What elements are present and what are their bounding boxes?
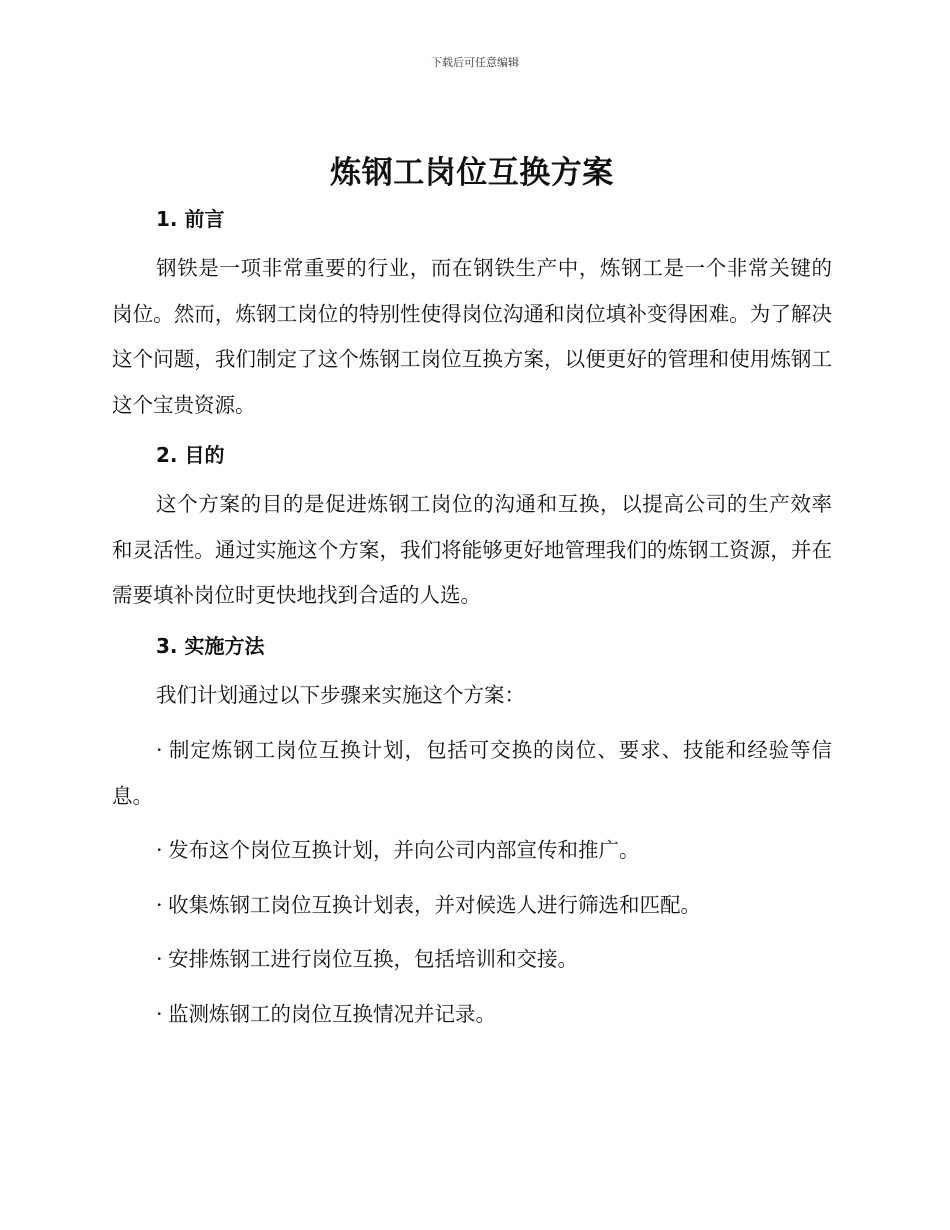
bullet-symbol: · (156, 892, 163, 917)
section-heading: 2. 目的 (156, 443, 225, 467)
section-purpose (112, 438, 832, 619)
section-implementation (112, 629, 832, 1038)
header-note: 下载后可任意编辑 (431, 56, 519, 69)
bullet-symbol: · (156, 1001, 163, 1026)
list-item-text: 制定炼钢工岗位互换计划，包括可交换的岗位、要求、技能和经验等信息。 (112, 738, 832, 808)
bullet-symbol: · (156, 947, 163, 971)
list-item (112, 937, 832, 983)
document-title: 炼钢工岗位互换方案 (330, 155, 614, 191)
bullet-list (112, 728, 832, 1037)
bullet-symbol: · (156, 838, 163, 862)
paragraph: 这个方案的目的是促进炼钢工岗位的沟通和互换，以提高公司的生产效率和灵活性。通过实施这个方案，我们将能够更好地管理我们的炼钢工资源，并在需要填补岗位时更快地找到合适的人选。 (112, 492, 832, 607)
list-item-text: 安排炼钢工进行岗位互换，包括培训和交接。 (168, 947, 578, 971)
list-item (112, 992, 832, 1038)
list-item (112, 828, 832, 874)
list-item-text: 发布这个岗位互换计划，并向公司内部宣传和推广。 (168, 838, 640, 862)
document-body (112, 150, 832, 1046)
list-item (112, 728, 832, 819)
list-item (112, 883, 832, 929)
section-preface (112, 202, 832, 428)
section-heading: 1. 前言 (156, 207, 225, 231)
section-heading: 3. 实施方法 (156, 633, 265, 658)
list-item-text: 收集炼钢工岗位互换计划表，并对候选人进行筛选和匹配。 (168, 892, 701, 917)
bullet-symbol: · (156, 738, 163, 762)
list-item-text: 监测炼钢工的岗位互换情况并记录。 (168, 1001, 496, 1026)
paragraph: 我们计划通过以下步骤来实施这个方案： (156, 682, 525, 707)
paragraph: 钢铁是一项非常重要的行业，而在钢铁生产中，炼钢工是一个非常关键的岗位。然而，炼钢工岗位的特别性使得岗位沟通和岗位填补变得困难。为了解决这个问题，我们制定了这个炼钢工岗位互换方案，以便更好的管理和使用炼钢工这个宝贵资源。 (112, 256, 832, 417)
